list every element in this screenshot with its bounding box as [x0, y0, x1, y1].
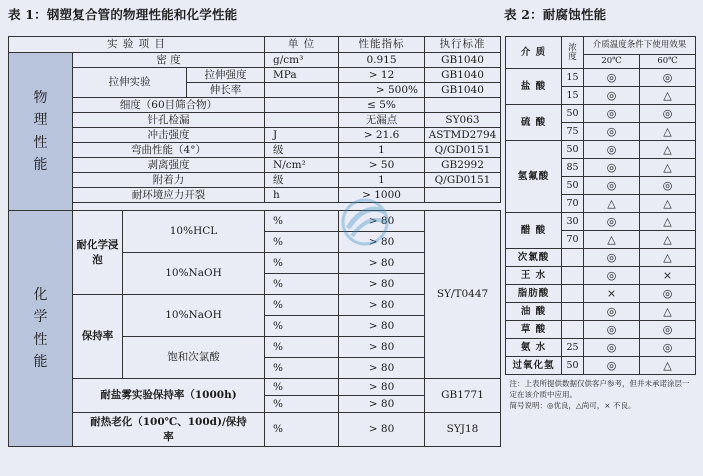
conc-cell: 70	[562, 231, 584, 249]
row-value: > 50	[339, 158, 425, 173]
row-value: > 80	[339, 396, 425, 413]
row-value: > 1000	[339, 188, 425, 203]
medium-cell: 脂肪酸	[506, 285, 562, 303]
row-item: 剥离强度	[73, 158, 265, 173]
row-value: > 80	[339, 253, 425, 274]
conc-cell: 50	[562, 357, 584, 375]
row-unit	[265, 113, 339, 128]
rating-60c: △	[640, 141, 696, 159]
header-value: 性能指标	[339, 37, 425, 53]
header-concentration: 浓度	[562, 37, 584, 69]
rating-20c: ◎	[584, 267, 640, 285]
medium-cell: 次氯酸	[506, 249, 562, 267]
rating-20c: △	[584, 195, 640, 213]
std-heat: SYJ18	[425, 413, 501, 447]
conc-cell: 15	[562, 87, 584, 105]
rating-20c: △	[584, 231, 640, 249]
conc-cell: 30	[562, 213, 584, 231]
table2-title: 表 2：耐腐蚀性能	[504, 7, 607, 22]
rating-20c: ◎	[584, 105, 640, 123]
rating-60c: ◎	[640, 69, 696, 87]
category-chemical: 化学性能	[9, 211, 73, 447]
row-value: > 80	[339, 295, 425, 316]
rating-20c: ◎	[584, 249, 640, 267]
row-unit: g/cm³	[265, 53, 339, 68]
category-physical: 物理性能	[9, 53, 73, 211]
row-value: > 80	[339, 232, 425, 253]
rating-20c: ◎	[584, 177, 640, 195]
row-unit: %	[265, 358, 339, 379]
row-value: > 80	[339, 413, 425, 447]
conc-cell	[562, 303, 584, 321]
rating-20c: ◎	[584, 303, 640, 321]
row-standard: GB2992	[425, 158, 501, 173]
row-value: > 12	[339, 68, 425, 83]
row-value: > 500%	[339, 83, 425, 98]
row-standard: SY063	[425, 113, 501, 128]
rating-60c: △	[640, 303, 696, 321]
rating-20c: ◎	[584, 123, 640, 141]
rating-60c: ◎	[640, 285, 696, 303]
rating-60c: △	[640, 195, 696, 213]
table1-title: 表 1：钢塑复合管的物理性能和化学性能	[8, 7, 238, 22]
row-unit	[265, 98, 339, 113]
row-unit: J	[265, 128, 339, 143]
row-value: 1	[339, 143, 425, 158]
sub-naoh-1: 10%NaOH	[123, 253, 265, 295]
medium-cell: 氢氟酸	[506, 141, 562, 213]
row-value: > 80	[339, 379, 425, 396]
row-unit: N/cm²	[265, 158, 339, 173]
row-unit: %	[265, 211, 339, 232]
rating-60c: △	[640, 357, 696, 375]
conc-cell	[562, 267, 584, 285]
row-standard: ASTMD2794	[425, 128, 501, 143]
heat-aging-label: 耐热老化（100℃、100d)/保持率	[73, 413, 265, 447]
row-value: ≤ 5%	[339, 98, 425, 113]
row-unit: h	[265, 188, 339, 203]
rating-60c: ◎	[640, 105, 696, 123]
conc-cell	[562, 321, 584, 339]
row-unit: %	[265, 316, 339, 337]
conc-cell: 85	[562, 159, 584, 177]
row-unit: %	[265, 396, 339, 413]
conc-cell	[562, 249, 584, 267]
medium-cell: 草 酸	[506, 321, 562, 339]
row-standard	[425, 98, 501, 113]
sub-hypochlorous: 饱和次氯酸	[123, 337, 265, 379]
medium-cell: 油 酸	[506, 303, 562, 321]
row-unit	[265, 83, 339, 98]
tensile-group: 拉伸实验	[73, 68, 187, 98]
rating-20c: ◎	[584, 339, 640, 357]
rating-60c: △	[640, 249, 696, 267]
rating-60c: ◎	[640, 339, 696, 357]
rating-20c: ×	[584, 285, 640, 303]
conc-cell: 15	[562, 69, 584, 87]
rating-20c: ◎	[584, 357, 640, 375]
conc-cell: 50	[562, 177, 584, 195]
header-unit: 单 位	[265, 37, 339, 53]
row-unit: 级	[265, 173, 339, 188]
conc-cell: 50	[562, 141, 584, 159]
header-item: 实 验 项 目	[9, 37, 265, 53]
rating-20c: ◎	[584, 159, 640, 177]
rating-60c: △	[640, 213, 696, 231]
legend-text: 简号说明：◎优良，△尚可，× 不良。	[509, 400, 636, 410]
conc-cell: 70	[562, 195, 584, 213]
header-effect: 介质温度条件下使用效果	[584, 37, 696, 55]
row-unit: %	[265, 253, 339, 274]
header-20c: 20℃	[584, 55, 640, 69]
row-item: 拉伸强度	[187, 68, 265, 83]
rating-20c: ◎	[584, 141, 640, 159]
row-value: > 80	[339, 211, 425, 232]
row-value: > 80	[339, 274, 425, 295]
rating-60c: ◎	[640, 177, 696, 195]
medium-cell: 醋 酸	[506, 213, 562, 249]
header-medium: 介 质	[506, 37, 562, 69]
sub-hcl: 10%HCL	[123, 211, 265, 253]
std-salt: GB1771	[425, 379, 501, 413]
rating-20c: ◎	[584, 213, 640, 231]
rating-20c: ◎	[584, 87, 640, 105]
row-value: > 80	[339, 358, 425, 379]
row-item: 伸长率	[187, 83, 265, 98]
row-unit: MPa	[265, 68, 339, 83]
rating-60c: △	[640, 159, 696, 177]
medium-cell: 氨 水	[506, 339, 562, 357]
row-item: 耐环境应力开裂	[73, 188, 265, 203]
header-60c: 60℃	[640, 55, 696, 69]
rating-60c: △	[640, 123, 696, 141]
group-retention: 保持率	[73, 295, 123, 379]
medium-cell: 过氧化氢	[506, 357, 562, 375]
sub-naoh-2: 10%NaOH	[123, 295, 265, 337]
group-immersion: 耐化学浸泡	[73, 211, 123, 295]
medium-cell: 王 水	[506, 267, 562, 285]
rating-60c: △	[640, 87, 696, 105]
rating-60c: ◎	[640, 321, 696, 339]
row-standard: GB1040	[425, 83, 501, 98]
rating-60c: △	[640, 231, 696, 249]
row-value: > 80	[339, 316, 425, 337]
conc-cell: 50	[562, 105, 584, 123]
std-immersion: SY/T0447	[425, 211, 501, 379]
row-item: 弯曲性能（4°）	[73, 143, 265, 158]
conc-cell: 75	[562, 123, 584, 141]
row-standard: GB1040	[425, 68, 501, 83]
salt-spray-label: 耐盐雾实验保持率（1000h)	[73, 379, 265, 413]
row-standard: GB1040	[425, 53, 501, 68]
row-unit: %	[265, 274, 339, 295]
footnote-text: 注：上表所提供数据仅供客户参考，但并未承诺涂层一定在该介质中应用。	[509, 379, 690, 399]
row-item: 针孔检漏	[73, 113, 265, 128]
row-value: 无漏点	[339, 113, 425, 128]
row-value: > 80	[339, 337, 425, 358]
row-item: 密 度	[73, 53, 265, 68]
row-unit: %	[265, 379, 339, 396]
conc-cell: 25	[562, 339, 584, 357]
rating-60c: ×	[640, 267, 696, 285]
row-unit: %	[265, 337, 339, 358]
row-value: > 21.6	[339, 128, 425, 143]
conc-cell	[562, 285, 584, 303]
row-item: 细度（60目筛合物）	[73, 98, 265, 113]
row-value: 0.915	[339, 53, 425, 68]
row-value: 1	[339, 173, 425, 188]
table2-footnote	[506, 375, 696, 416]
medium-cell: 硫 酸	[506, 105, 562, 141]
row-unit: %	[265, 232, 339, 253]
row-item: 附着力	[73, 173, 265, 188]
corrosion-resistance-table	[505, 36, 696, 416]
properties-table	[8, 36, 501, 447]
rating-20c: ◎	[584, 321, 640, 339]
row-item: 冲击强度	[73, 128, 265, 143]
row-standard: Q/GD0151	[425, 173, 501, 188]
header-standard: 执行标准	[425, 37, 501, 53]
row-unit: 级	[265, 143, 339, 158]
row-standard: Q/GD0151	[425, 143, 501, 158]
row-unit: %	[265, 295, 339, 316]
rating-20c: ◎	[584, 69, 640, 87]
row-standard	[425, 188, 501, 203]
row-unit: %	[265, 413, 339, 447]
medium-cell: 盐 酸	[506, 69, 562, 105]
